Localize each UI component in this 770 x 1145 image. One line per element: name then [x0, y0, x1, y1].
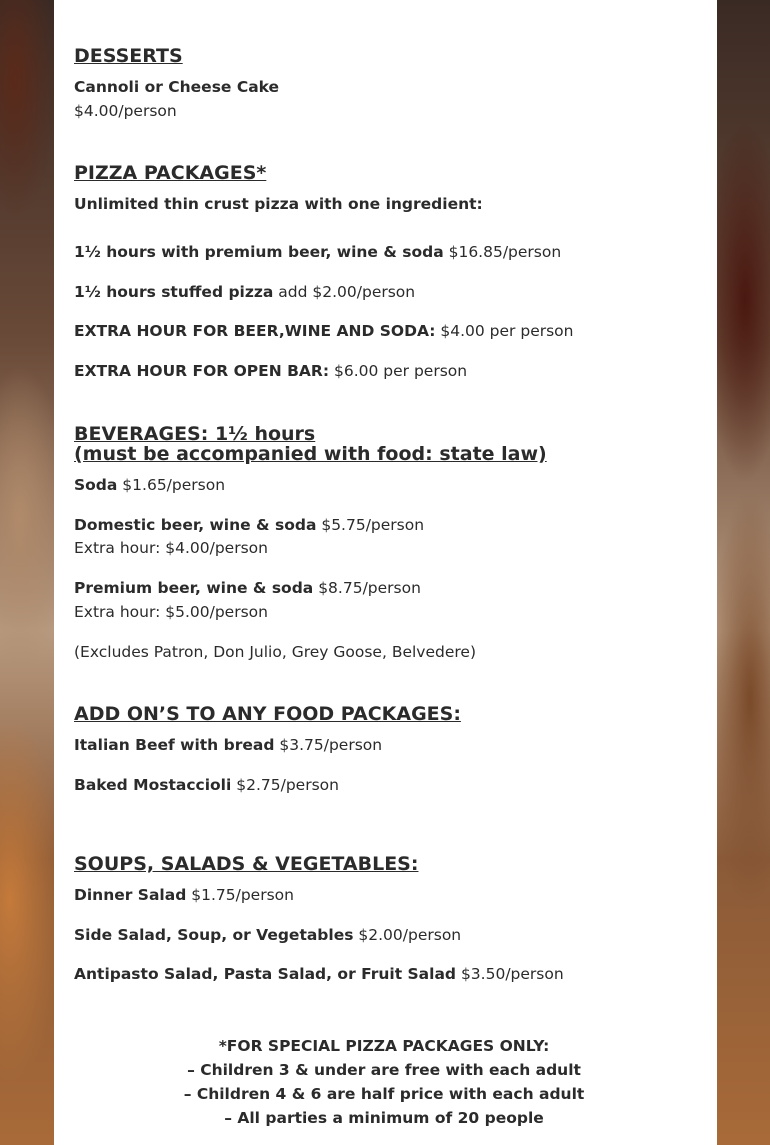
- beverage-item: [74, 515, 424, 535]
- pizza-package-item-price: $6.00 per person: [329, 362, 468, 380]
- pizza-package-item: [74, 282, 415, 302]
- pizza-package-item-price: $16.85/person: [443, 243, 562, 261]
- pizza-package-item: [74, 242, 561, 262]
- special-note-line: – All parties a minimum of 20 people: [224, 1109, 544, 1127]
- special-note-line: – Children 3 & under are free with each adult: [187, 1061, 581, 1079]
- soup-item-name: Antipasto Salad, Pasta Salad, or Fruit Salad: [74, 965, 457, 983]
- beverage-item-price: $1.65/person: [117, 476, 226, 494]
- desserts-item-price: $4.00/person: [74, 102, 177, 120]
- beverage-item: [74, 475, 225, 495]
- beverage-excludes-note: (Excludes Patron, Don Julio, Grey Goose, Belvedere): [74, 643, 477, 661]
- pizza-package-item-price: $4.00 per person: [435, 322, 574, 340]
- beverage-item-name: Soda: [74, 476, 118, 494]
- beverages-heading: BEVERAGES: 1½ hours: [74, 423, 316, 445]
- add-ons-heading: ADD ON’S TO ANY FOOD PACKAGES:: [74, 703, 461, 725]
- beverage-extra-hour: Extra hour: $4.00/person: [74, 539, 268, 557]
- special-note-line: – Children 4 & 6 are half price with each adult: [183, 1085, 585, 1103]
- beverage-extra-hour: Extra hour: $5.00/person: [74, 603, 268, 621]
- pizza-packages-intro: Unlimited thin crust pizza with one ingredient:: [74, 195, 483, 213]
- soup-item-name: Dinner Salad: [74, 886, 187, 904]
- add-on-item: [74, 775, 339, 795]
- special-note-title: *FOR SPECIAL PIZZA PACKAGES ONLY:: [218, 1037, 550, 1055]
- beverage-item: [74, 578, 421, 598]
- pizza-package-item-price: add $2.00/person: [273, 283, 416, 301]
- desserts-heading: DESSERTS: [74, 45, 183, 67]
- add-on-item-price: $3.75/person: [274, 736, 383, 754]
- soup-item: [74, 964, 564, 984]
- add-on-item-price: $2.75/person: [231, 776, 339, 794]
- soup-item: [74, 925, 461, 945]
- soup-item-name: Side Salad, Soup, or Vegetables: [74, 926, 354, 944]
- beverage-item-name: Domestic beer, wine & soda: [74, 516, 317, 534]
- pizza-packages-heading: PIZZA PACKAGES*: [74, 162, 267, 184]
- desserts-item-name: Cannoli or Cheese Cake: [74, 78, 280, 96]
- pizza-package-item-name: 1½ hours with premium beer, wine & soda: [74, 243, 444, 261]
- pizza-package-item-name: EXTRA HOUR FOR BEER,WINE AND SODA:: [74, 322, 436, 340]
- soup-item-price: $2.00/person: [353, 926, 462, 944]
- soup-item-price: $3.50/person: [456, 965, 564, 983]
- pizza-package-item: [74, 361, 467, 381]
- add-on-item-name: Baked Mostaccioli: [74, 776, 232, 794]
- beverage-item-price: $5.75/person: [316, 516, 425, 534]
- menu-panel: [54, 0, 717, 1145]
- pizza-package-item-name: 1½ hours stuffed pizza: [74, 283, 274, 301]
- soups-heading: SOUPS, SALADS & VEGETABLES:: [74, 853, 419, 875]
- soup-item: [74, 885, 294, 905]
- soup-item-price: $1.75/person: [186, 886, 294, 904]
- add-on-item: [74, 735, 382, 755]
- pizza-package-item: [74, 321, 574, 341]
- beverage-item-name: Premium beer, wine & soda: [74, 579, 314, 597]
- pizza-package-item-name: EXTRA HOUR FOR OPEN BAR:: [74, 362, 330, 380]
- add-on-item-name: Italian Beef with bread: [74, 736, 275, 754]
- beverage-item-price: $8.75/person: [313, 579, 421, 597]
- beverages-subheading: (must be accompanied with food: state law): [74, 443, 547, 465]
